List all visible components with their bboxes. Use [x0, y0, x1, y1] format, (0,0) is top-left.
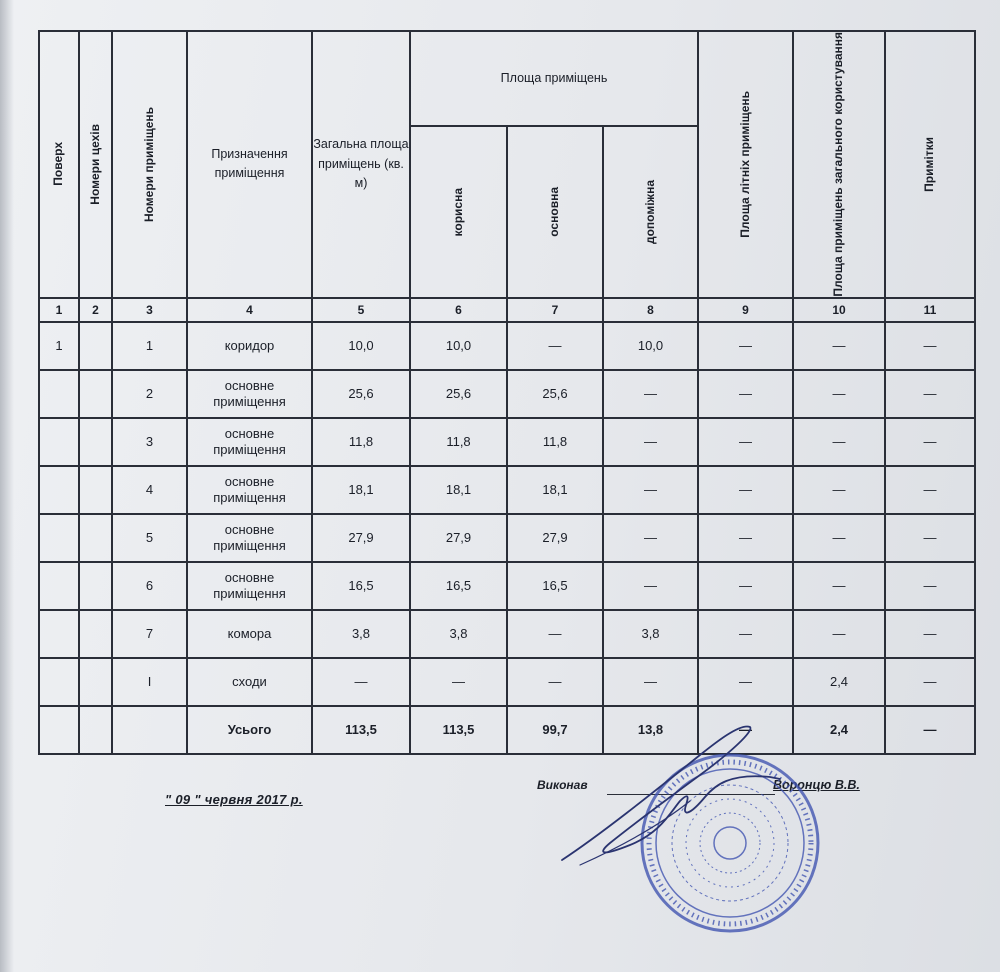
cell-room-number: 5: [112, 514, 187, 562]
header-main: основна: [507, 126, 603, 297]
cell-total-area: 16,5: [312, 562, 410, 610]
column-number: 11: [885, 298, 975, 322]
cell-useful-area: —: [410, 658, 507, 706]
executed-by-label: Виконав: [537, 778, 588, 792]
cell-common-area: —: [793, 562, 885, 610]
cell-purpose: сходи: [187, 658, 312, 706]
cell-aux-area: —: [603, 466, 698, 514]
cell-floor: 1: [39, 322, 79, 370]
cell-shop: [79, 418, 112, 466]
cell-floor: [39, 610, 79, 658]
column-number: 9: [698, 298, 793, 322]
cell-shop: [79, 610, 112, 658]
cell-common-area: —: [793, 322, 885, 370]
cell-useful-area: 11,8: [410, 418, 507, 466]
cell-shop: [79, 466, 112, 514]
official-stamp: [642, 755, 818, 931]
cell-room-number: I: [112, 658, 187, 706]
cell-floor: [39, 658, 79, 706]
cell-notes: —: [885, 418, 975, 466]
cell-notes: —: [885, 562, 975, 610]
cell-aux-area: —: [603, 418, 698, 466]
cell-main-area: 18,1: [507, 466, 603, 514]
cell-useful-area: 3,8: [410, 610, 507, 658]
cell-shop: [79, 322, 112, 370]
cell-summer-area: —: [698, 466, 793, 514]
document-date: " 09 " червня 2017 р.: [165, 792, 303, 807]
total-area-sum: 113,5: [312, 706, 410, 754]
header-auxiliary: допоміжна: [603, 126, 698, 297]
table-row: [39, 322, 975, 370]
cell-purpose: комора: [187, 610, 312, 658]
cell-notes: —: [885, 322, 975, 370]
column-number: 4: [187, 298, 312, 322]
table-row: [39, 562, 975, 610]
header-room-numbers: Номери приміщень: [112, 31, 187, 298]
cell-main-area: —: [507, 658, 603, 706]
cell-floor: [39, 706, 79, 754]
cell-summer-area: —: [698, 322, 793, 370]
cell-shop: [79, 370, 112, 418]
cell-purpose: основне приміщення: [187, 370, 312, 418]
cell-total-area: 25,6: [312, 370, 410, 418]
cell-notes: —: [885, 610, 975, 658]
cell-floor: [39, 370, 79, 418]
cell-summer-area: —: [698, 610, 793, 658]
cell-summer-area: —: [698, 370, 793, 418]
cell-main-area: —: [507, 322, 603, 370]
header-useful: корисна: [410, 126, 507, 297]
column-number: 3: [112, 298, 187, 322]
cell-floor: [39, 418, 79, 466]
room-area-table: [38, 30, 976, 755]
header-purpose: Призначення приміщення: [187, 31, 312, 298]
cell-notes: —: [885, 370, 975, 418]
cell-aux-area: —: [603, 658, 698, 706]
cell-total-area: 18,1: [312, 466, 410, 514]
header-common-area: Площа приміщень загального користування: [793, 31, 885, 298]
cell-notes: —: [885, 466, 975, 514]
cell-main-area: 16,5: [507, 562, 603, 610]
column-number: 10: [793, 298, 885, 322]
cell-total-area: 3,8: [312, 610, 410, 658]
cell-shop: [79, 706, 112, 754]
cell-room-number: [112, 706, 187, 754]
cell-room-number: 3: [112, 418, 187, 466]
cell-floor: [39, 466, 79, 514]
header-notes: Примітки: [885, 31, 975, 298]
header-row-top: [39, 31, 975, 126]
cell-purpose: основне приміщення: [187, 466, 312, 514]
header-summer-area: Площа літніх приміщень: [698, 31, 793, 298]
cell-summer-area: —: [698, 562, 793, 610]
table-row: [39, 418, 975, 466]
cell-total-area: —: [312, 658, 410, 706]
cell-common-area: —: [793, 466, 885, 514]
column-number: 7: [507, 298, 603, 322]
cell-purpose: коридор: [187, 322, 312, 370]
column-number-row: [39, 298, 975, 322]
column-number: 2: [79, 298, 112, 322]
header-area-group: Площа приміщень: [410, 31, 698, 126]
cell-common-area: —: [793, 610, 885, 658]
cell-total-area: 27,9: [312, 514, 410, 562]
cell-shop: [79, 658, 112, 706]
cell-room-number: 1: [112, 322, 187, 370]
cell-useful-area: 16,5: [410, 562, 507, 610]
cell-purpose: основне приміщення: [187, 514, 312, 562]
total-useful-sum: 113,5: [410, 706, 507, 754]
cell-total-area: 10,0: [312, 322, 410, 370]
cell-floor: [39, 514, 79, 562]
table-row: [39, 658, 975, 706]
column-number: 1: [39, 298, 79, 322]
cell-summer-area: —: [698, 514, 793, 562]
cell-common-area: —: [793, 370, 885, 418]
cell-floor: [39, 562, 79, 610]
total-aux-sum: 13,8: [603, 706, 698, 754]
table-row: [39, 466, 975, 514]
cell-useful-area: 25,6: [410, 370, 507, 418]
header-total-area: Загальна площа приміщень (кв. м): [312, 31, 410, 298]
cell-main-area: 27,9: [507, 514, 603, 562]
stamp-and-signature: [540, 715, 840, 955]
cell-summer-area: —: [698, 658, 793, 706]
cell-useful-area: 10,0: [410, 322, 507, 370]
cell-purpose: основне приміщення: [187, 418, 312, 466]
cell-main-area: 25,6: [507, 370, 603, 418]
cell-common-area: 2,4: [793, 658, 885, 706]
cell-main-area: 11,8: [507, 418, 603, 466]
cell-main-area: —: [507, 610, 603, 658]
table-row: [39, 514, 975, 562]
total-summer-sum: —: [698, 706, 793, 754]
header-floor: Поверх: [39, 31, 79, 298]
cell-total-area: 11,8: [312, 418, 410, 466]
cell-aux-area: 3,8: [603, 610, 698, 658]
cell-aux-area: —: [603, 562, 698, 610]
total-label: Усього: [187, 706, 312, 754]
table-row: [39, 370, 975, 418]
cell-summer-area: —: [698, 418, 793, 466]
table-row: [39, 610, 975, 658]
cell-shop: [79, 562, 112, 610]
cell-room-number: 4: [112, 466, 187, 514]
cell-common-area: —: [793, 514, 885, 562]
cell-shop: [79, 514, 112, 562]
executor-name: Воронцю В.В.: [773, 778, 860, 792]
column-number: 6: [410, 298, 507, 322]
column-number: 8: [603, 298, 698, 322]
cell-room-number: 7: [112, 610, 187, 658]
cell-useful-area: 27,9: [410, 514, 507, 562]
total-common-sum: 2,4: [793, 706, 885, 754]
cell-aux-area: 10,0: [603, 322, 698, 370]
cell-room-number: 6: [112, 562, 187, 610]
cell-purpose: основне приміщення: [187, 562, 312, 610]
cell-room-number: 2: [112, 370, 187, 418]
cell-notes: —: [885, 658, 975, 706]
cell-common-area: —: [793, 418, 885, 466]
cell-aux-area: —: [603, 514, 698, 562]
cell-useful-area: 18,1: [410, 466, 507, 514]
page-edge-shadow: [0, 0, 14, 972]
total-notes: —: [885, 706, 975, 754]
cell-aux-area: —: [603, 370, 698, 418]
column-number: 5: [312, 298, 410, 322]
handwritten-signature: [562, 726, 780, 860]
cell-notes: —: [885, 514, 975, 562]
total-main-sum: 99,7: [507, 706, 603, 754]
header-shop-numbers: Номери цехів: [79, 31, 112, 298]
